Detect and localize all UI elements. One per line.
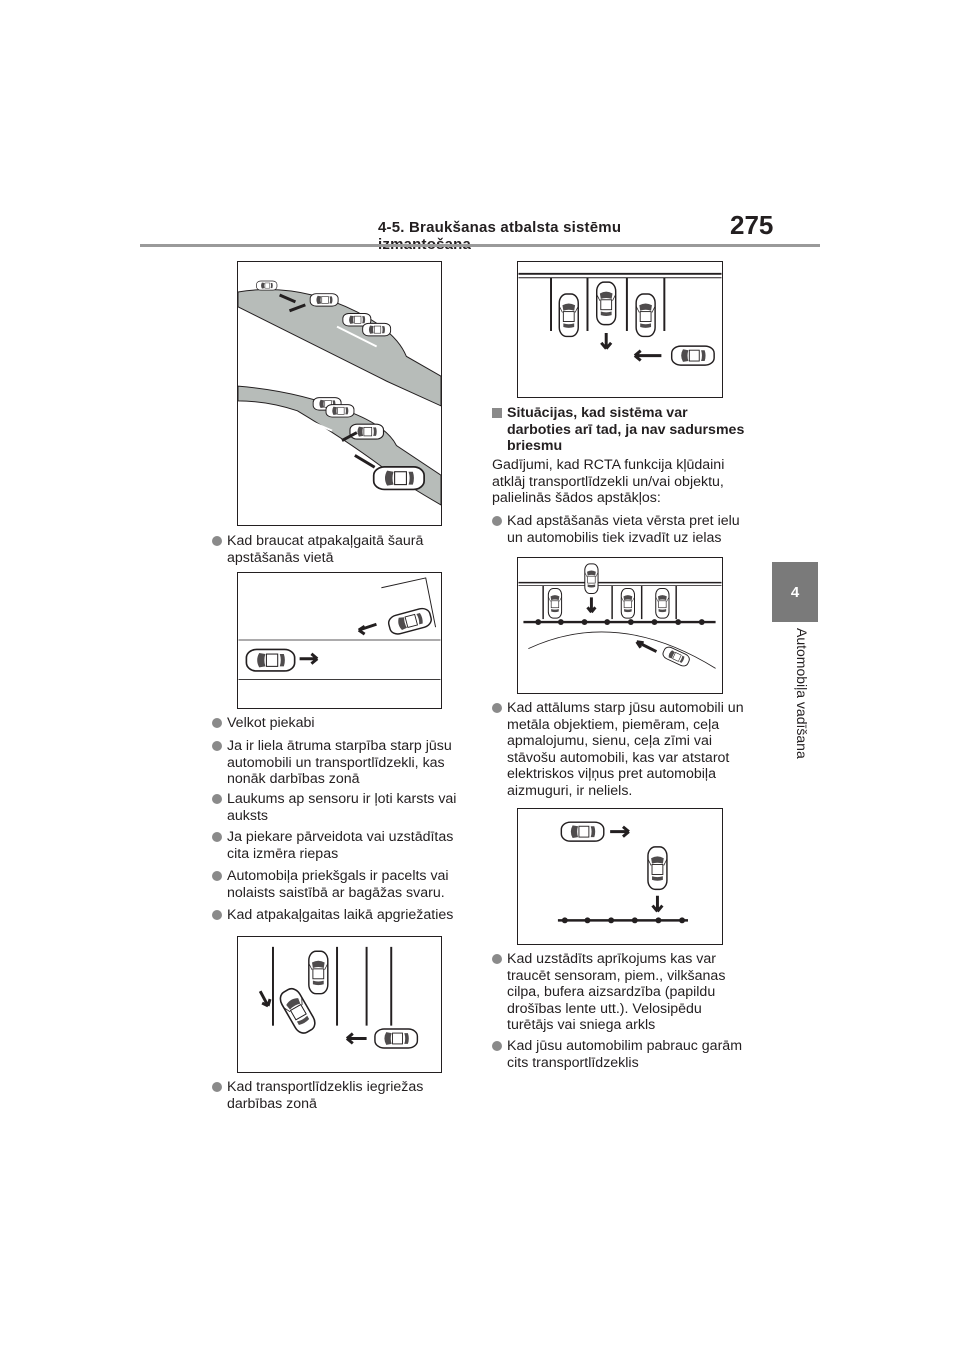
list-item: Kad apstāšanās vieta vērsta pret ielu un automobilis tiek izvadīt uz ielas	[492, 513, 752, 546]
chapter-title: Automobiļa vadīšana	[794, 628, 810, 759]
list-item: Kad jūsu automobilim pabrauc garām cits transportlīdzeklis	[492, 1038, 752, 1071]
list-item: Laukums ap sensoru ir ļoti karsts vai auksts	[212, 791, 462, 824]
car-icon	[363, 323, 391, 335]
narrow-road-illustration	[238, 262, 441, 525]
metal-objects-illustration	[518, 809, 722, 944]
arrow-icon	[300, 654, 318, 664]
car-icon	[621, 589, 634, 619]
parking-lot-illustration	[518, 262, 722, 397]
car-icon	[256, 281, 276, 290]
car-icon	[585, 564, 598, 594]
car-icon	[387, 607, 433, 636]
list-item: Ja piekare pārveidota vai uzstādītas cita izmēra riepas	[212, 829, 462, 862]
page-number: 275	[730, 210, 774, 240]
arrow-icon	[637, 642, 657, 652]
arrow-icon	[610, 827, 629, 837]
list-item: Ja ir liela ātruma starpība starp jūsu automobili un transportlīdzekli, kas nonāk darbības zonā	[212, 738, 462, 788]
turning-reverse-illustration	[238, 937, 441, 1072]
arrow-icon	[601, 333, 611, 349]
list-item: Velkot piekabi	[212, 715, 457, 732]
section-title: 4-5. Braukšanas atbalsta sistēmu	[378, 219, 622, 236]
car-icon	[310, 294, 338, 306]
list-item: Automobiļa priekšgals ir pacelts vai nolaists saistībā ar bagāžas svaru.	[212, 868, 462, 901]
figure-narrow-parking	[237, 572, 442, 709]
intro-paragraph: Gadījumi, kad RCTA funkcija kļūdaini atklāj transportlīdzekli un/vai objektu, palielinās šādos apstākļos:	[492, 457, 725, 506]
car-icon	[246, 649, 294, 671]
list-item: Kad atpakaļgaitas laikā apgriežaties	[212, 907, 462, 924]
arrow-icon	[653, 896, 663, 912]
figure-narrow-road	[237, 261, 442, 526]
list-item: Kad uzstādīts aprīkojums kas var traucēt sensoram, piem., vilkšanas cilpa, bufera aizsardzība (papildu drošības lente utt.). Velosipēdu turētājs vai sniega arkls	[492, 951, 752, 1034]
car-icon	[326, 405, 354, 417]
figure-metal-objects	[517, 808, 723, 945]
list-item: Kad braucat atpakaļgaitā šaurā apstāšanās vietā	[212, 533, 457, 566]
car-icon	[350, 424, 384, 439]
arrow-icon	[260, 991, 270, 1006]
list-item: Kad transportlīdzeklis iegriežas darbības zonā	[212, 1079, 457, 1112]
car-icon	[636, 294, 655, 336]
car-icon	[672, 346, 714, 365]
car-icon	[277, 986, 318, 1036]
figure-turning-reverse	[237, 936, 442, 1073]
chapter-tab[interactable]	[772, 562, 818, 622]
car-icon	[559, 294, 578, 336]
car-icon	[561, 822, 603, 841]
car-icon	[548, 589, 561, 619]
car-icon	[375, 1029, 417, 1048]
figure-street-facing-parking	[517, 557, 723, 694]
arrow-icon	[635, 351, 662, 361]
narrow-parking-illustration	[238, 573, 441, 708]
car-icon	[597, 282, 616, 324]
arrow-icon	[347, 1034, 367, 1044]
figure-parking-lot	[517, 261, 723, 398]
chapter-number: 4	[790, 583, 800, 601]
car-icon	[656, 589, 669, 619]
street-facing-parking-illustration	[518, 558, 722, 693]
car-icon	[661, 645, 691, 667]
arrow-icon	[587, 597, 595, 612]
list-item: Kad attālums starp jūsu automobili un metāla objektiem, piemēram, ceļa apmalojumu, sienu, ceļa zīmi vai stāvošu automobili, kas var atstarot elektriskos viļņus pret automobiļa aizmuguri, ir neliels.	[492, 700, 752, 799]
car-icon	[374, 467, 424, 490]
car-icon	[648, 847, 667, 889]
section-heading: Situācijas, kad sistēma var darboties arī tad, ja nav sadursmes briesmu	[492, 405, 752, 455]
car-icon	[309, 951, 328, 993]
header-divider	[140, 244, 820, 247]
arrow-icon	[359, 624, 377, 634]
